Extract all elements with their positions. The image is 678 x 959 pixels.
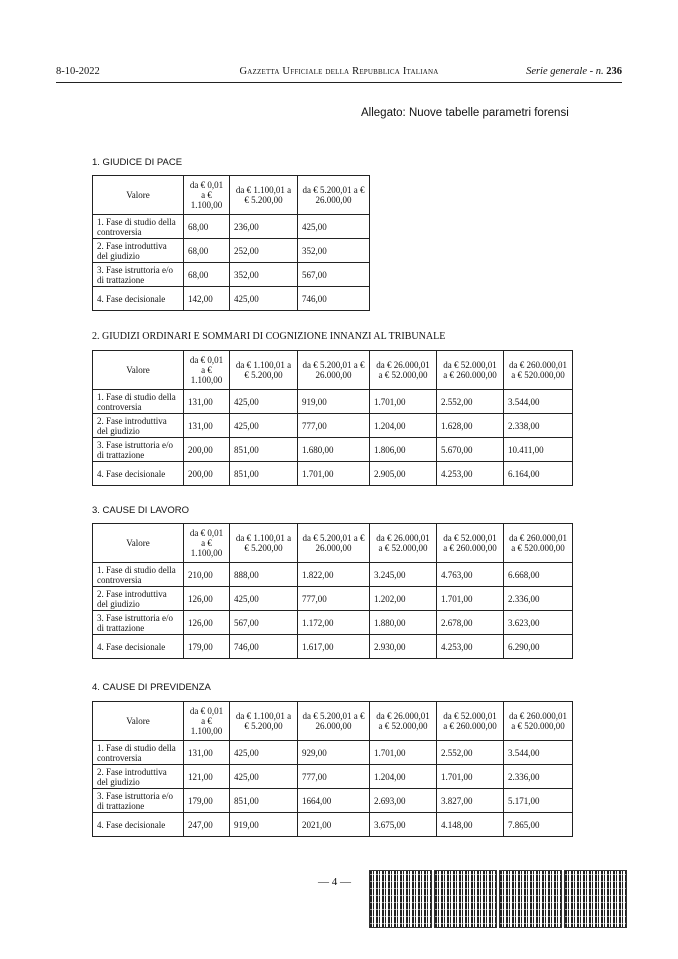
cell: 126,00 bbox=[184, 611, 230, 635]
table-row bbox=[93, 635, 573, 659]
cell: 1.806,00 bbox=[370, 438, 437, 462]
valore-header: Valore bbox=[93, 702, 184, 741]
phase-label: 2. Fase introduttiva del giudizio bbox=[93, 587, 184, 611]
cell: 210,00 bbox=[184, 563, 230, 587]
cell: 352,00 bbox=[298, 239, 370, 263]
cell: 179,00 bbox=[184, 635, 230, 659]
cell: 2.678,00 bbox=[437, 611, 504, 635]
cell: 929,00 bbox=[298, 741, 370, 765]
cell: 131,00 bbox=[184, 414, 230, 438]
cell: 1.822,00 bbox=[298, 563, 370, 587]
cell: 746,00 bbox=[230, 635, 298, 659]
cell: 777,00 bbox=[298, 765, 370, 789]
cell: 1.202,00 bbox=[370, 587, 437, 611]
table-row bbox=[93, 239, 370, 263]
cell: 200,00 bbox=[184, 438, 230, 462]
col-header-5: da € 52.000,01 a € 260.000,00 bbox=[437, 524, 504, 563]
cell: 1.701,00 bbox=[437, 587, 504, 611]
section-title-4: 4. CAUSE DI PREVIDENZA bbox=[92, 682, 211, 693]
cell: 6.290,00 bbox=[504, 635, 573, 659]
table-giudizi-ordinari bbox=[92, 350, 573, 486]
valore-header: Valore bbox=[93, 524, 184, 563]
cell: 68,00 bbox=[184, 215, 230, 239]
col-header-6: da € 260.000,01 a € 520.000,00 bbox=[504, 524, 573, 563]
col-header-3: da € 5.200,01 a € 26.000,00 bbox=[298, 702, 370, 741]
col-header-6: da € 260.000,01 a € 520.000,00 bbox=[504, 351, 573, 390]
table-row bbox=[93, 287, 370, 311]
cell: 1664,00 bbox=[298, 789, 370, 813]
cell: 425,00 bbox=[230, 390, 298, 414]
cell: 7.865,00 bbox=[504, 813, 573, 837]
gazette-title: Gazzetta Ufficiale della Repubblica Italiana bbox=[239, 66, 439, 77]
col-header-1: da € 0,01 a € 1.100,00 bbox=[184, 702, 230, 741]
table-header-row bbox=[93, 176, 370, 215]
table-row bbox=[93, 611, 573, 635]
cell: 126,00 bbox=[184, 587, 230, 611]
issue-date: 8-10-2022 bbox=[56, 66, 100, 77]
cell: 1.701,00 bbox=[370, 390, 437, 414]
section-title-3: 3. CAUSE DI LAVORO bbox=[92, 505, 189, 516]
cell: 567,00 bbox=[298, 263, 370, 287]
cell: 919,00 bbox=[298, 390, 370, 414]
cell: 851,00 bbox=[230, 438, 298, 462]
table-row bbox=[93, 390, 573, 414]
col-header-2: da € 1.100,01 a € 5.200,00 bbox=[230, 351, 298, 390]
table-row bbox=[93, 789, 573, 813]
cell: 4.763,00 bbox=[437, 563, 504, 587]
table-row bbox=[93, 263, 370, 287]
cell: 2021,00 bbox=[298, 813, 370, 837]
phase-label: 1. Fase di studio della controversia bbox=[93, 741, 184, 765]
cell: 777,00 bbox=[298, 587, 370, 611]
cell: 2.338,00 bbox=[504, 414, 573, 438]
cell: 1.680,00 bbox=[298, 438, 370, 462]
phase-label: 2. Fase introduttiva del giudizio bbox=[93, 239, 184, 263]
cell: 2.552,00 bbox=[437, 390, 504, 414]
cell: 746,00 bbox=[298, 287, 370, 311]
cell: 1.701,00 bbox=[298, 462, 370, 486]
cell: 179,00 bbox=[184, 789, 230, 813]
phase-label: 3. Fase istruttoria e/o di trattazione bbox=[93, 438, 184, 462]
phase-label: 2. Fase introduttiva del giudizio bbox=[93, 414, 184, 438]
col-header-3: da € 5.200,01 a € 26.000,00 bbox=[298, 351, 370, 390]
col-header-4: da € 26.000,01 a € 52.000,00 bbox=[370, 351, 437, 390]
cell: 352,00 bbox=[230, 263, 298, 287]
phase-label: 2. Fase introduttiva del giudizio bbox=[93, 765, 184, 789]
cell: 888,00 bbox=[230, 563, 298, 587]
cell: 3.245,00 bbox=[370, 563, 437, 587]
table-cause-di-previdenza bbox=[92, 701, 573, 837]
barcode-image bbox=[564, 870, 627, 928]
col-header-1: da € 0,01 a € 1.100,00 bbox=[184, 524, 230, 563]
table-row bbox=[93, 587, 573, 611]
cell: 2.905,00 bbox=[370, 462, 437, 486]
cell: 425,00 bbox=[298, 215, 370, 239]
issue-number: 236 bbox=[606, 66, 622, 77]
cell: 425,00 bbox=[230, 587, 298, 611]
cell: 3.544,00 bbox=[504, 741, 573, 765]
phase-label: 4. Fase decisionale bbox=[93, 813, 184, 837]
cell: 3.544,00 bbox=[504, 390, 573, 414]
page-footer bbox=[0, 870, 678, 930]
cell: 68,00 bbox=[184, 239, 230, 263]
col-header-5: da € 52.000,01 a € 260.000,00 bbox=[437, 351, 504, 390]
cell: 919,00 bbox=[230, 813, 298, 837]
cell: 2.336,00 bbox=[504, 587, 573, 611]
barcode-image bbox=[499, 870, 562, 928]
cell: 425,00 bbox=[230, 287, 298, 311]
cell: 10.411,00 bbox=[504, 438, 573, 462]
valore-header: Valore bbox=[93, 351, 184, 390]
cell: 1.701,00 bbox=[370, 741, 437, 765]
cell: 131,00 bbox=[184, 390, 230, 414]
cell: 4.148,00 bbox=[437, 813, 504, 837]
cell: 68,00 bbox=[184, 263, 230, 287]
cell: 2.693,00 bbox=[370, 789, 437, 813]
col-header-2: da € 1.100,01 a € 5.200,00 bbox=[230, 524, 298, 563]
cell: 3.827,00 bbox=[437, 789, 504, 813]
cell: 1.617,00 bbox=[298, 635, 370, 659]
phase-label: 4. Fase decisionale bbox=[93, 287, 184, 311]
phase-label: 1. Fase di studio della controversia bbox=[93, 215, 184, 239]
cell: 6.164,00 bbox=[504, 462, 573, 486]
cell: 2.552,00 bbox=[437, 741, 504, 765]
cell: 1.701,00 bbox=[437, 765, 504, 789]
section-title-1: 1. GIUDICE DI PACE bbox=[92, 157, 183, 168]
phase-label: 1. Fase di studio della controversia bbox=[93, 563, 184, 587]
cell: 131,00 bbox=[184, 741, 230, 765]
phase-label: 3. Fase istruttoria e/o di trattazione bbox=[93, 611, 184, 635]
cell: 3.675,00 bbox=[370, 813, 437, 837]
phase-label: 4. Fase decisionale bbox=[93, 462, 184, 486]
table-row bbox=[93, 765, 573, 789]
cell: 200,00 bbox=[184, 462, 230, 486]
col-header-4: da € 26.000,01 a € 52.000,00 bbox=[370, 524, 437, 563]
cell: 4.253,00 bbox=[437, 635, 504, 659]
cell: 1.204,00 bbox=[370, 765, 437, 789]
header-rule bbox=[56, 82, 622, 83]
cell: 2.930,00 bbox=[370, 635, 437, 659]
barcode-image bbox=[369, 870, 432, 928]
page-number: — 4 — bbox=[318, 876, 351, 888]
col-header-6: da € 260.000,01 a € 520.000,00 bbox=[504, 702, 573, 741]
col-header-4: da € 26.000,01 a € 52.000,00 bbox=[370, 702, 437, 741]
table-row bbox=[93, 813, 573, 837]
table-row bbox=[93, 462, 573, 486]
cell: 4.253,00 bbox=[437, 462, 504, 486]
col-header-1: da € 0,01 a € 1.100,00 bbox=[184, 351, 230, 390]
cell: 425,00 bbox=[230, 414, 298, 438]
table-header-row bbox=[93, 702, 573, 741]
table-row bbox=[93, 414, 573, 438]
cell: 5.171,00 bbox=[504, 789, 573, 813]
cell: 1.172,00 bbox=[298, 611, 370, 635]
table-cause-di-lavoro bbox=[92, 523, 573, 659]
cell: 425,00 bbox=[230, 741, 298, 765]
cell: 425,00 bbox=[230, 765, 298, 789]
page-header bbox=[56, 66, 622, 80]
cell: 1.628,00 bbox=[437, 414, 504, 438]
table-row bbox=[93, 563, 573, 587]
table-row bbox=[93, 741, 573, 765]
col-header-5: da € 52.000,01 a € 260.000,00 bbox=[437, 702, 504, 741]
table-row bbox=[93, 215, 370, 239]
cell: 5.670,00 bbox=[437, 438, 504, 462]
cell: 851,00 bbox=[230, 789, 298, 813]
col-header-3: da € 5.200,01 a € 26.000,00 bbox=[298, 524, 370, 563]
phase-label: 3. Fase istruttoria e/o di trattazione bbox=[93, 789, 184, 813]
cell: 777,00 bbox=[298, 414, 370, 438]
barcode-image bbox=[434, 870, 497, 928]
cell: 6.668,00 bbox=[504, 563, 573, 587]
section-title-2: 2. GIUDIZI ORDINARI E SOMMARI DI COGNIZIONE INNANZI AL TRIBUNALE bbox=[92, 331, 446, 342]
phase-label: 1. Fase di studio della controversia bbox=[93, 390, 184, 414]
table-header-row bbox=[93, 524, 573, 563]
col-header-3: da € 5.200,01 a € 26.000,00 bbox=[298, 176, 370, 215]
attachment-title: Allegato: Nuove tabelle parametri forensi bbox=[361, 107, 569, 119]
cell: 142,00 bbox=[184, 287, 230, 311]
cell: 252,00 bbox=[230, 239, 298, 263]
col-header-1: da € 0,01 a € 1.100,00 bbox=[184, 176, 230, 215]
series-label: Serie generale - n. 236 bbox=[526, 66, 622, 77]
cell: 121,00 bbox=[184, 765, 230, 789]
table-header-row bbox=[93, 351, 573, 390]
cell: 1.204,00 bbox=[370, 414, 437, 438]
phase-label: 3. Fase istruttoria e/o di trattazione bbox=[93, 263, 184, 287]
cell: 236,00 bbox=[230, 215, 298, 239]
cell: 851,00 bbox=[230, 462, 298, 486]
cell: 2.336,00 bbox=[504, 765, 573, 789]
phase-label: 4. Fase decisionale bbox=[93, 635, 184, 659]
table-giudice-di-pace bbox=[92, 175, 370, 311]
cell: 567,00 bbox=[230, 611, 298, 635]
cell: 1.880,00 bbox=[370, 611, 437, 635]
col-header-2: da € 1.100,01 a € 5.200,00 bbox=[230, 176, 298, 215]
col-header-2: da € 1.100,01 a € 5.200,00 bbox=[230, 702, 298, 741]
valore-header: Valore bbox=[93, 176, 184, 215]
cell: 3.623,00 bbox=[504, 611, 573, 635]
table-row bbox=[93, 438, 573, 462]
cell: 247,00 bbox=[184, 813, 230, 837]
